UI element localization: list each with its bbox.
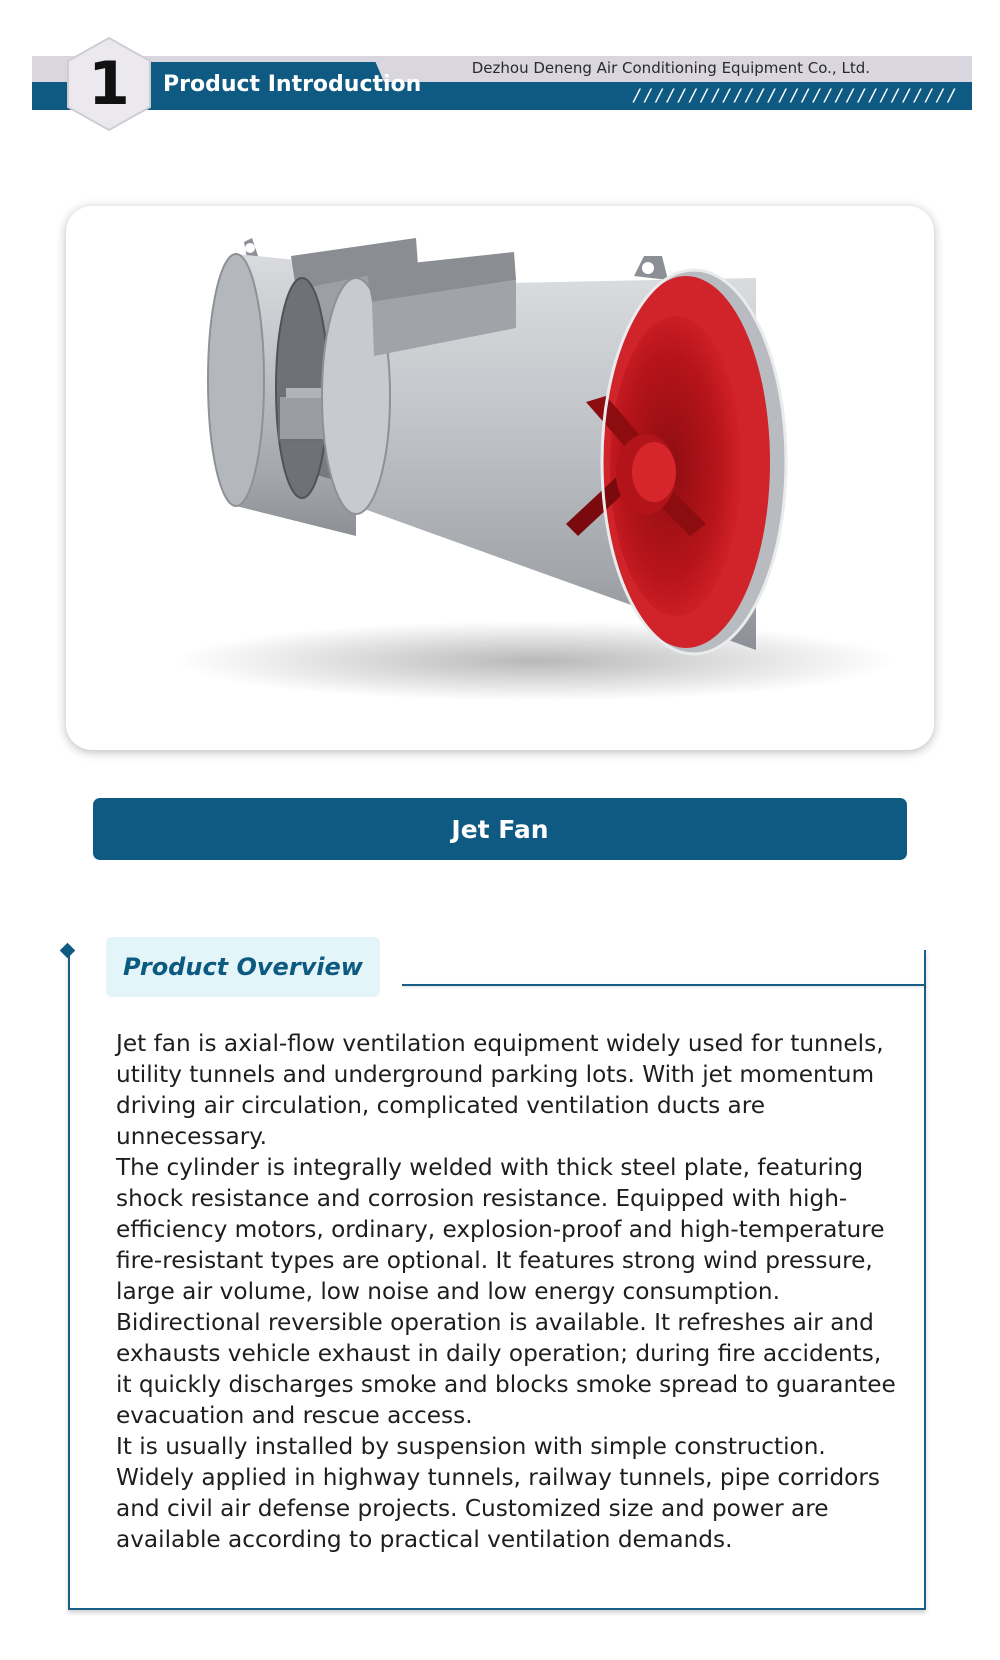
section-title: Product Introduction: [163, 72, 422, 97]
overview-body: [116, 1028, 896, 1555]
overview-paragraph: Bidirectional reversible operation is available. It refreshes air and exhausts vehicle exhaust in daily operation; during fire accidents, it quickly discharges smoke and blocks smoke spread to guarantee evacuation and rescue access.: [116, 1309, 896, 1429]
product-image-card: [66, 206, 934, 750]
overview-paragraph: Jet fan is axial-flow ventilation equipment widely used for tunnels, utility tunnels and underground parking lots. With jet momentum driving air circulation, complicated ventilation ducts are unnecessary.: [116, 1030, 884, 1150]
product-name-bar: [93, 798, 907, 860]
overview-title-tag: [106, 937, 380, 997]
section-number: 1: [88, 49, 130, 119]
overview-paragraph: The cylinder is integrally welded with thick steel plate, featuring shock resistance and corrosion resistance. Equipped with high-efficiency motors, ordinary, explosion-proof and high-temperature fire-resistant types are optional. It features strong wind pressure, large air volume, low noise and low energy consumption.: [116, 1154, 885, 1305]
section-number-badge: [64, 36, 154, 132]
overview-top-line: [402, 984, 926, 986]
overview-paragraph: It is usually installed by suspension with simple construction. Widely applied in highway tunnels, railway tunnels, pipe corridors and civil air defense projects. Customized size and power are available according to practical ventilation demands.: [116, 1433, 880, 1553]
product-name: Jet Fan: [451, 814, 549, 844]
company-name: Dezhou Deneng Air Conditioning Equipment Co., Ltd.: [471, 59, 870, 77]
overview-title: Product Overview: [123, 953, 363, 981]
header-slash-decoration: /////////////////////////////: [632, 86, 958, 106]
jet-fan-illustration-icon: [66, 206, 934, 750]
